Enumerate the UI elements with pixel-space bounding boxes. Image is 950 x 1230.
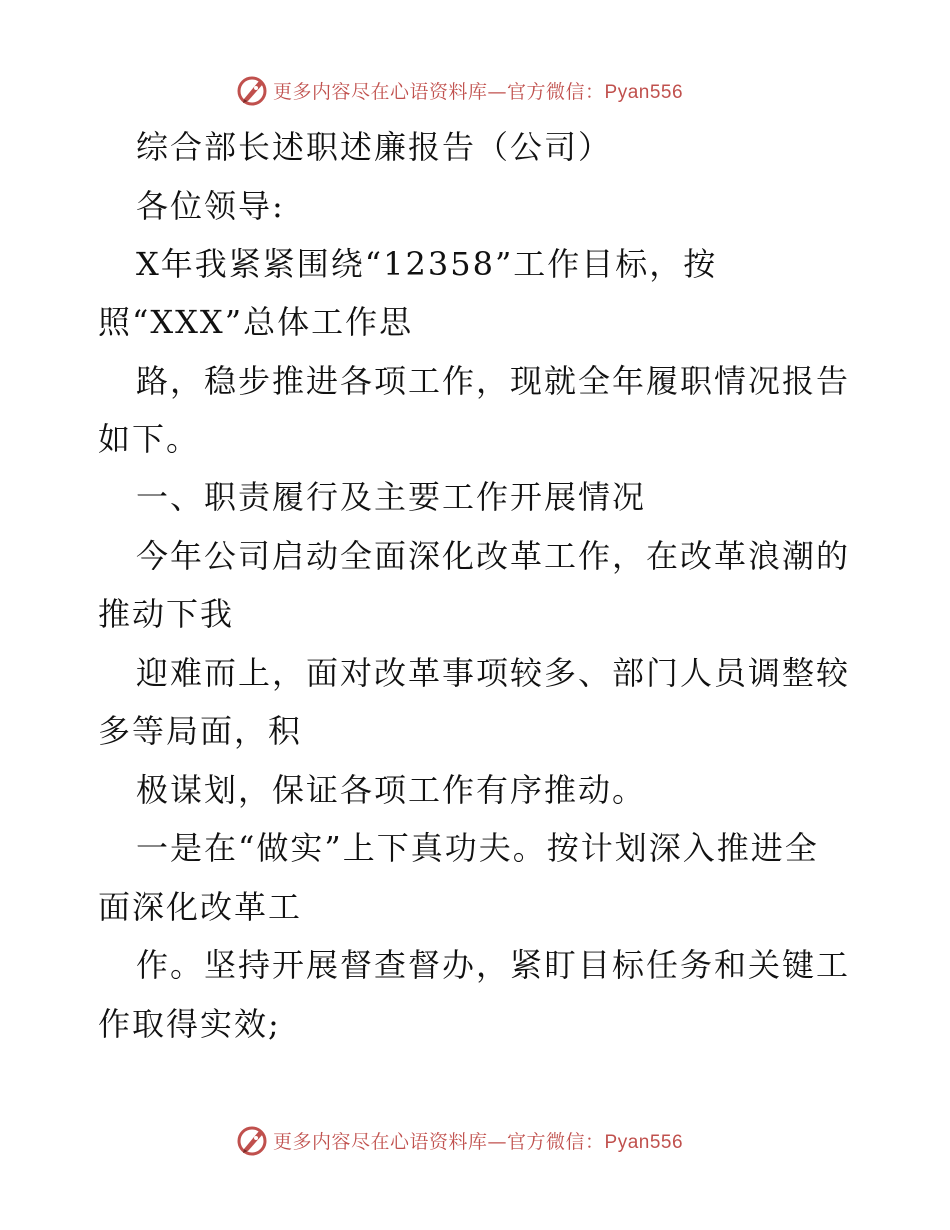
- document-title: 综合部长述职述廉报告（公司）: [136, 128, 613, 166]
- salutation: 各位领导:: [136, 187, 285, 225]
- watermark-id: Pyan556: [604, 1131, 684, 1153]
- watermark-label: 官方微信：: [507, 1130, 605, 1153]
- pen-logo-icon: [235, 73, 269, 107]
- paragraph-line: 作。坚持开展督查督办，紧盯目标任务和关键工: [136, 946, 851, 984]
- watermark-separator: —: [487, 1130, 508, 1153]
- paragraph-line: 今年公司启动全面深化改革工作，在改革浪潮的: [136, 537, 851, 575]
- watermark-text: 更多内容尽在心语资料库: [273, 1130, 488, 1153]
- watermark-footer: [235, 1123, 683, 1157]
- watermark-separator: —: [487, 80, 508, 103]
- watermark-header: [235, 73, 683, 107]
- paragraph-line: 多等局面，积: [98, 712, 303, 750]
- paragraph-line: 面深化改革工: [98, 888, 303, 926]
- paragraph-line: 迎难而上，面对改革事项较多、部门人员调整较: [136, 654, 851, 692]
- watermark-text: 更多内容尽在心语资料库: [273, 80, 488, 103]
- paragraph-line: 如下。: [98, 420, 201, 458]
- watermark-id: Pyan556: [604, 81, 684, 103]
- paragraph-line: X年我紧紧围绕“12358”工作目标，按: [136, 245, 718, 283]
- paragraph-line: 作取得实效;: [98, 1005, 281, 1043]
- section-heading: 一、职责履行及主要工作开展情况: [136, 478, 647, 516]
- pen-logo-icon: [235, 1123, 269, 1157]
- paragraph-line: 推动下我: [98, 595, 235, 633]
- paragraph-line: 路，稳步推进各项工作，现就全年履职情况报告: [136, 362, 851, 400]
- paragraph-line: 一是在“做实”上下真功夫。按计划深入推进全: [136, 829, 819, 867]
- watermark-label: 官方微信：: [507, 80, 605, 103]
- paragraph-line: 照“XXX”总体工作思: [98, 303, 414, 341]
- paragraph-line: 极谋划，保证各项工作有序推动。: [136, 771, 647, 809]
